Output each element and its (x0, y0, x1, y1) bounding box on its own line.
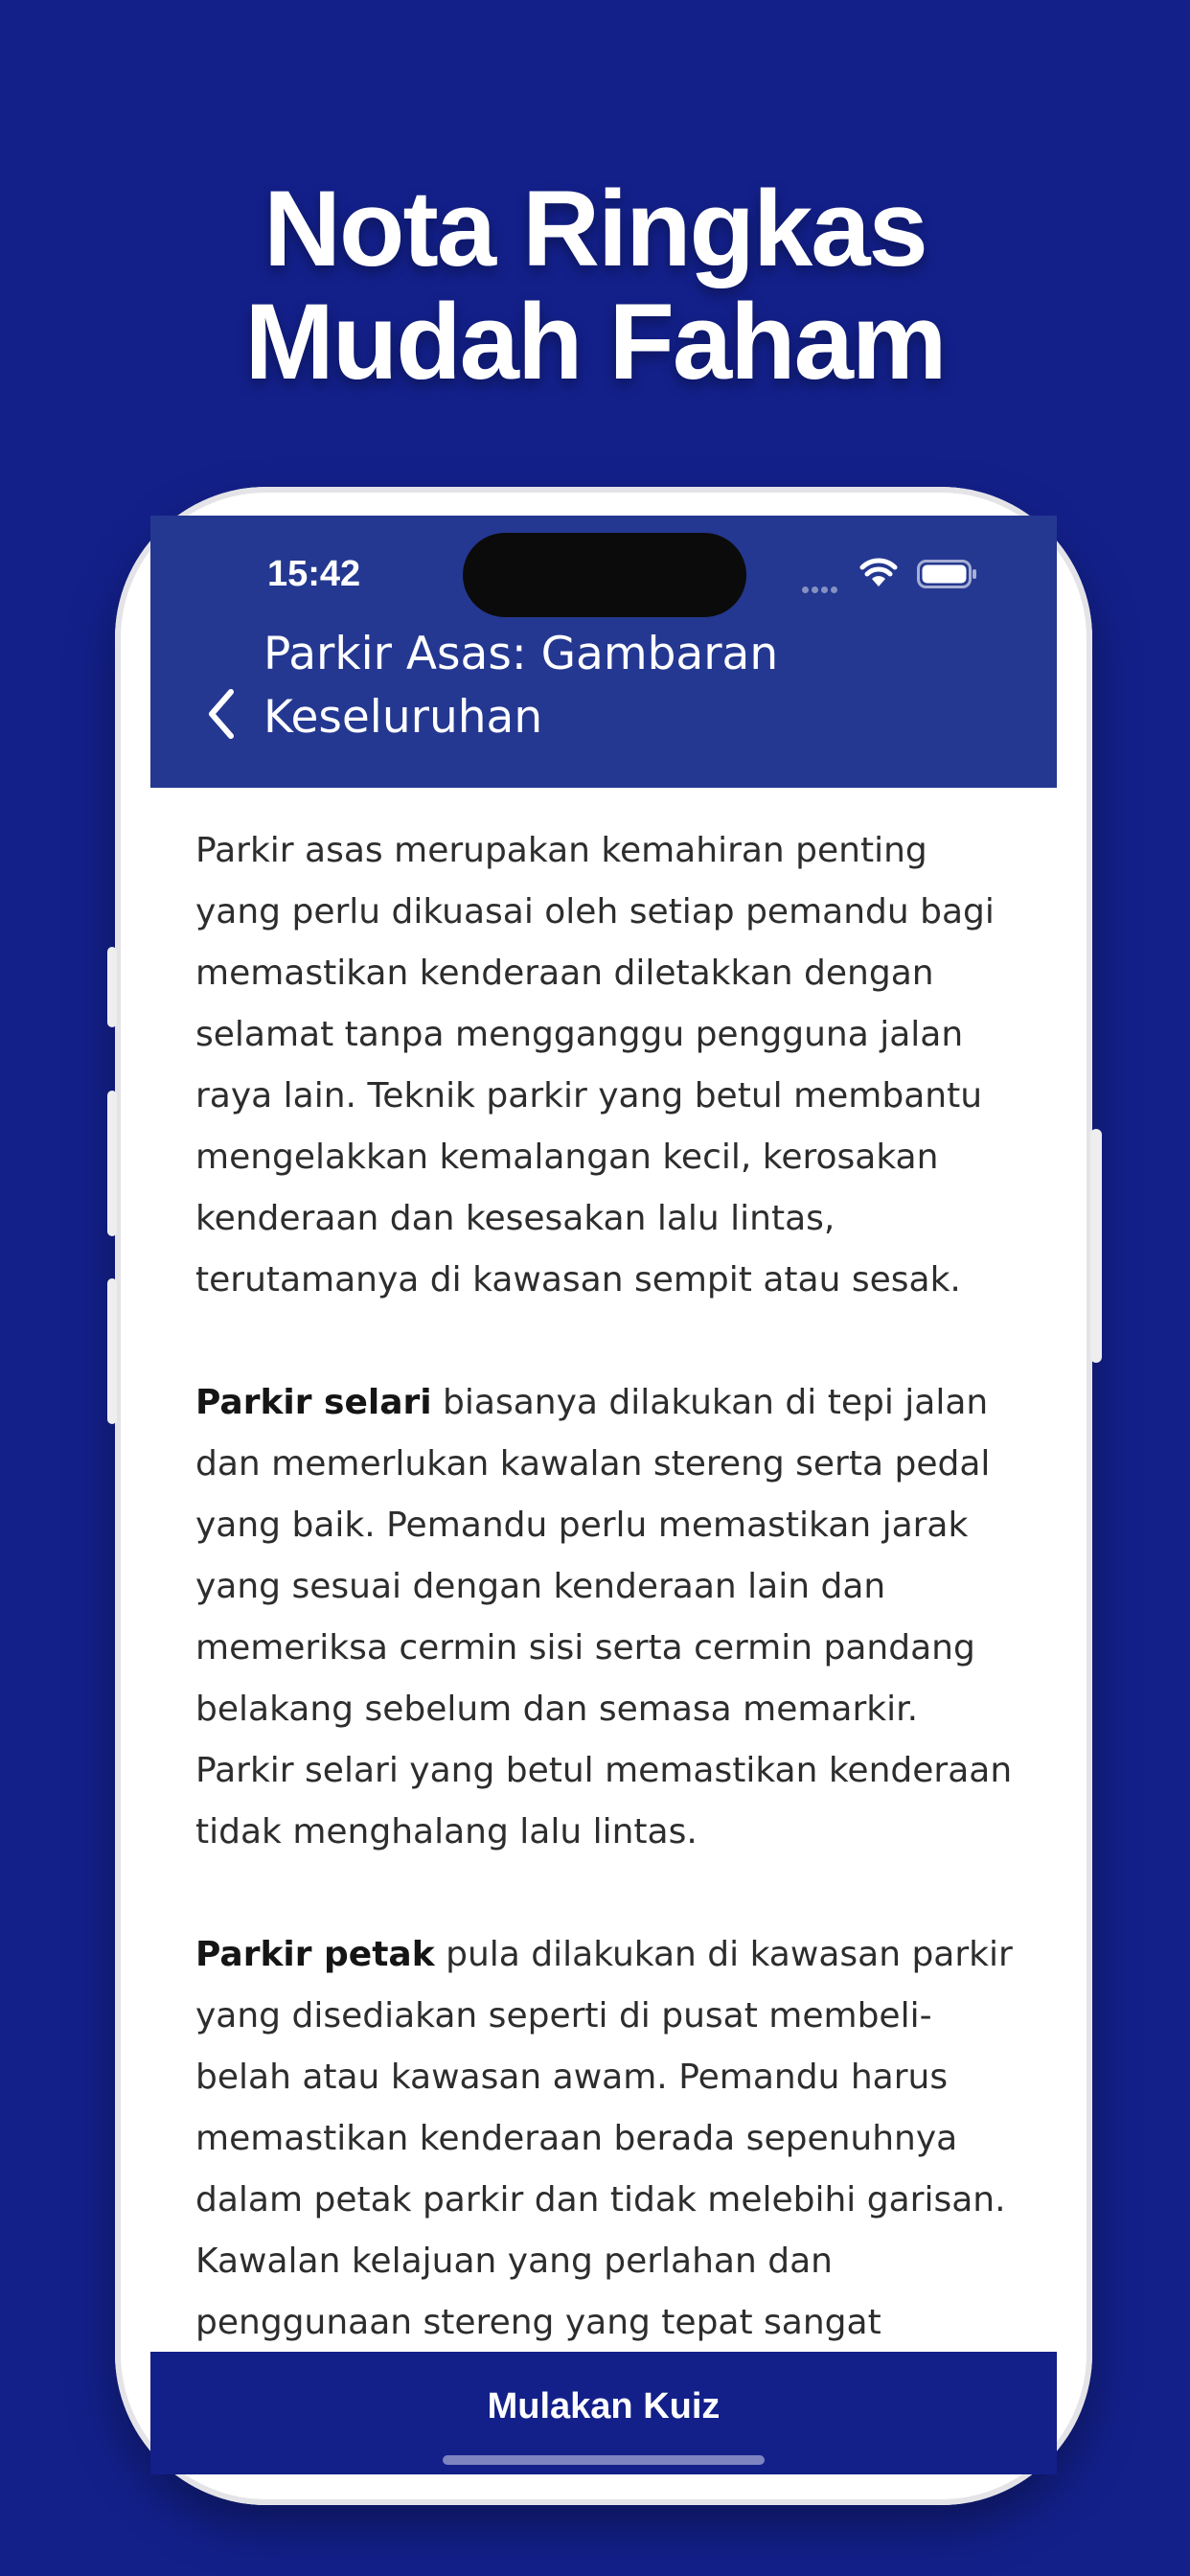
note-paragraph-bay-text: pula dilakukan di kawasan parkir yang disediakan seperti di pusat membeli-belah atau kawasan awam. Pemandu harus memastikan kenderaan berada sepenuhnya dalam petak parkir dan tidak melebihi garisan. Kawalan kelajuan yang perlahan dan penggunaan stereng yang tepat sangat (195, 1935, 1013, 2342)
promo-headline-line1: Nota Ringkas (263, 169, 927, 288)
cellular-signal-icon (802, 579, 840, 597)
dynamic-island (463, 533, 746, 617)
start-quiz-label: Mulakan Kuiz (487, 2386, 721, 2426)
note-paragraph-parallel-text: biasanya dilakukan di tepi jalan dan memerlukan kawalan stereng serta pedal yang baik. Pemandu perlu memastikan jarak yang sesuai dengan kenderaan lain dan memeriksa cermin sisi serta cermin pandang belakang sebelum dan semasa memarkir. Parkir selari yang betul memastikan kenderaan tidak menghalang lalu lintas. (195, 1383, 1013, 1852)
back-chevron-icon[interactable] (193, 680, 250, 748)
wifi-icon (859, 558, 898, 588)
note-paragraph-intro: Parkir asas merupakan kemahiran penting yang perlu dikuasai oleh setiap pemandu bagi memastikan kenderaan diletakkan dengan selamat tanpa mengganggu pengguna jalan raya lain. Teknik parkir yang betul membantu mengelakkan kemalangan kecil, kerosakan kenderaan dan kesesakan lalu lintas, terutamanya di kawasan sempit atau sesak. (195, 831, 995, 1300)
phone-volume-up-button (107, 1091, 117, 1236)
promo-headline-line2: Mudah Faham (244, 282, 946, 402)
phone-volume-down-button (107, 1278, 117, 1424)
status-time: 15:42 (267, 554, 361, 594)
home-indicator[interactable] (443, 2455, 765, 2465)
term-parkir-petak: Parkir petak (195, 1935, 435, 1974)
app-header (150, 516, 1057, 788)
note-paragraph-bay-parking (195, 1924, 1019, 2415)
promo-headline (0, 169, 1190, 402)
note-paragraph-parallel-parking (195, 1372, 1019, 1863)
phone-screen (150, 516, 1057, 2474)
phone-power-button (1090, 1129, 1102, 1363)
term-parkir-selari: Parkir selari (195, 1383, 432, 1422)
phone-mute-switch (107, 947, 117, 1027)
page-title: Parkir Asas: Gambaran Keseluruhan (263, 628, 779, 744)
note-content (195, 820, 1019, 2342)
battery-icon (917, 560, 978, 588)
